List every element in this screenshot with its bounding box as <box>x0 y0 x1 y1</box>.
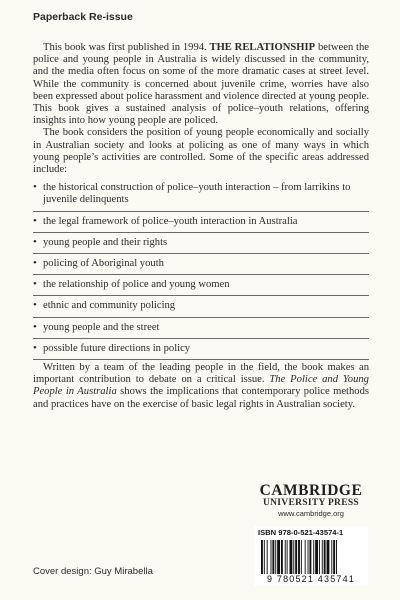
barcode-bar <box>313 540 314 574</box>
barcode-bar <box>301 540 302 574</box>
blurb-rest: between the police and young people in Australia is widely discussed in the community, and the media often focus on some of the more dramatic cases at street level. While the community is concerned about juvenile crime, worries have also been expressed about police harassment and violence directed at young people. This book gives a sustained analysis of police–youth relations, offering insights into how young people are policed. <box>33 42 369 127</box>
barcode-bar <box>293 540 294 574</box>
barcode-bar <box>287 540 288 574</box>
topic-item: • policing of Aboriginal youth <box>33 254 369 275</box>
cover-design-credit: Cover design: Guy Mirabella <box>33 566 153 577</box>
barcode-bar <box>267 540 268 574</box>
barcode-bar <box>290 540 293 574</box>
blurb <box>33 42 369 411</box>
barcode-bar <box>298 540 300 574</box>
barcode-bars <box>261 540 363 574</box>
publisher-name: CAMBRIDGE <box>259 482 363 499</box>
topic-item: • the historical construction of police–youth interaction – from larrikins to juvenile delinquents <box>33 178 369 211</box>
publisher-logo <box>254 483 368 519</box>
topic-item: • the relationship of police and young women <box>33 275 369 296</box>
barcode-digits: 9 780521 435741 <box>266 574 356 584</box>
barcode-bar <box>277 540 280 574</box>
topic-item: • possible future directions in policy <box>33 339 369 360</box>
publisher-url: www.cambridge.org <box>278 509 344 518</box>
blurb-paragraph-2: The book considers the position of young people economically and socially in Australian society and looks at policing as one of many ways in which young people’s activities are controlled. Some of the specific areas addressed include: <box>33 127 369 176</box>
blurb-paragraph-3 <box>33 362 369 411</box>
publisher-press: UNIVERSITY PRESS <box>262 498 360 508</box>
barcode-bar <box>261 540 263 574</box>
reissue-label: Paperback Re-issue <box>33 11 133 23</box>
barcode-bar <box>327 540 330 574</box>
barcode-bar <box>264 540 265 574</box>
barcode-bar <box>275 540 276 574</box>
barcode-bar <box>295 540 297 574</box>
barcode-bar <box>281 540 283 574</box>
topic-item: • young people and the street <box>33 318 369 339</box>
barcode-bar <box>315 540 318 574</box>
barcode-bar <box>285 540 286 574</box>
barcode-bar <box>336 540 337 574</box>
barcode-bar <box>271 540 272 574</box>
barcode-bar <box>331 540 332 574</box>
barcode-bar <box>319 540 320 574</box>
blurb-title-caps: THE RELATIONSHIP <box>209 42 316 53</box>
barcode-bar <box>309 540 311 574</box>
barcode-bar <box>308 540 309 574</box>
blurb-paragraph-1 <box>33 42 369 127</box>
book-title-italic: The Police and Young People in Australia <box>33 374 369 398</box>
blurb-rest: shows the implications that contemporary police methods and practices have on the exercise of basic legal rights in Australian society. <box>33 386 370 410</box>
blurb-lead: This book was first published in 1994. <box>43 42 210 53</box>
barcode <box>254 526 368 586</box>
barcode-bar <box>272 540 274 574</box>
topic-item: • the legal framework of police–youth interaction in Australia <box>33 212 369 233</box>
isbn: ISBN 978-0-521-43574-1 <box>258 528 344 537</box>
topic-list <box>33 178 369 360</box>
topic-item: • ethnic and community policing <box>33 296 369 317</box>
barcode-bar <box>305 540 306 574</box>
blurb-lead: Written by a team of the leading people in the field, the book makes an important contribution to debate on a critical issue. <box>33 362 369 386</box>
barcode-bar <box>324 540 326 574</box>
topic-item: • young people and their rights <box>33 233 369 254</box>
barcode-bar <box>322 540 323 574</box>
barcode-bar <box>333 540 335 574</box>
